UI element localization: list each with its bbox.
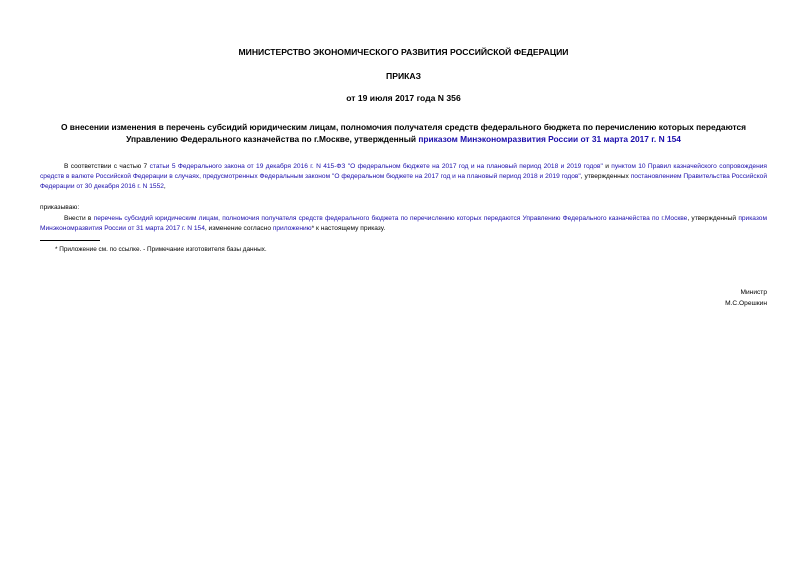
- paragraph-basis-text-1: В соответствии с частью 7: [64, 163, 150, 170]
- link-federal-law-article-5[interactable]: статьи 5 Федерального закона от 19 декабря 2016 г. N 415-ФЗ "О федеральном бюджете на 2017 год и на плановый период 2018 и 2019 годов": [149, 163, 603, 170]
- link-government-resolution-1552[interactable]: постановлением Правительства Российской Федерации от 30 декабря 2016 г. N 1552: [40, 173, 767, 190]
- paragraph-order-text-4: * к настоящему приказу.: [311, 225, 386, 232]
- signature-block: [725, 287, 767, 309]
- document-title: [40, 121, 767, 145]
- title-link-order-154[interactable]: приказом Минэкономразвития России от 31 марта 2017 г. N 154: [418, 134, 681, 144]
- paragraph-order-text-3: , изменение согласно: [204, 225, 273, 232]
- paragraph-basis-text-2: и: [602, 163, 612, 170]
- signature-position: Министр: [740, 289, 767, 296]
- link-subsidy-list[interactable]: перечень субсидий юридическим лицам, полномочия получателя средств федерального бюджета по перечислению которых передаются Управлению Федерального казначейства по г.Москве: [93, 215, 688, 222]
- paragraph-basis-text-4: ,: [163, 183, 166, 190]
- footnote-divider: [40, 240, 100, 241]
- paragraph-order: [40, 214, 767, 234]
- document-type: ПРИКАЗ: [386, 71, 421, 81]
- link-appendix[interactable]: приложению: [272, 225, 312, 232]
- document-date-number: от 19 июля 2017 года N 356: [346, 93, 461, 103]
- footnote: * Приложение см. по ссылке. - Примечание изготовителя базы данных.: [55, 246, 267, 253]
- paragraph-basis-text-3: , утвержденных: [580, 173, 631, 180]
- title-text: О внесении изменения в перечень субсидий юридическим лицам, полномочия получателя средств федерального бюджета по перечислению которых передаются Управлению Федерального казначейства по г.Москве, утвержденный: [60, 122, 747, 144]
- link-order-154[interactable]: приказом Минэкономразвития России от 31 марта 2017 г. N 154: [40, 215, 768, 232]
- paragraph-order-text-2: , утвержденный: [687, 215, 739, 222]
- link-rules-paragraph-10[interactable]: пунктом 10 Правил казначейского сопровождения средств в валюте Российской Федерации в случаях, предусмотренных Федеральным законом "О федеральном бюджете на 2017 год и на плановый период 2018 и 2019 годов": [40, 163, 767, 180]
- signature-name: М.С.Орешкин: [725, 300, 767, 307]
- paragraph-order-text-1: Внести в: [64, 215, 94, 222]
- paragraph-basis: [40, 162, 767, 192]
- orders-label: приказываю:: [40, 204, 80, 211]
- ministry-heading: МИНИСТЕРСТВО ЭКОНОМИЧЕСКОГО РАЗВИТИЯ РОССИЙСКОЙ ФЕДЕРАЦИИ: [238, 47, 569, 57]
